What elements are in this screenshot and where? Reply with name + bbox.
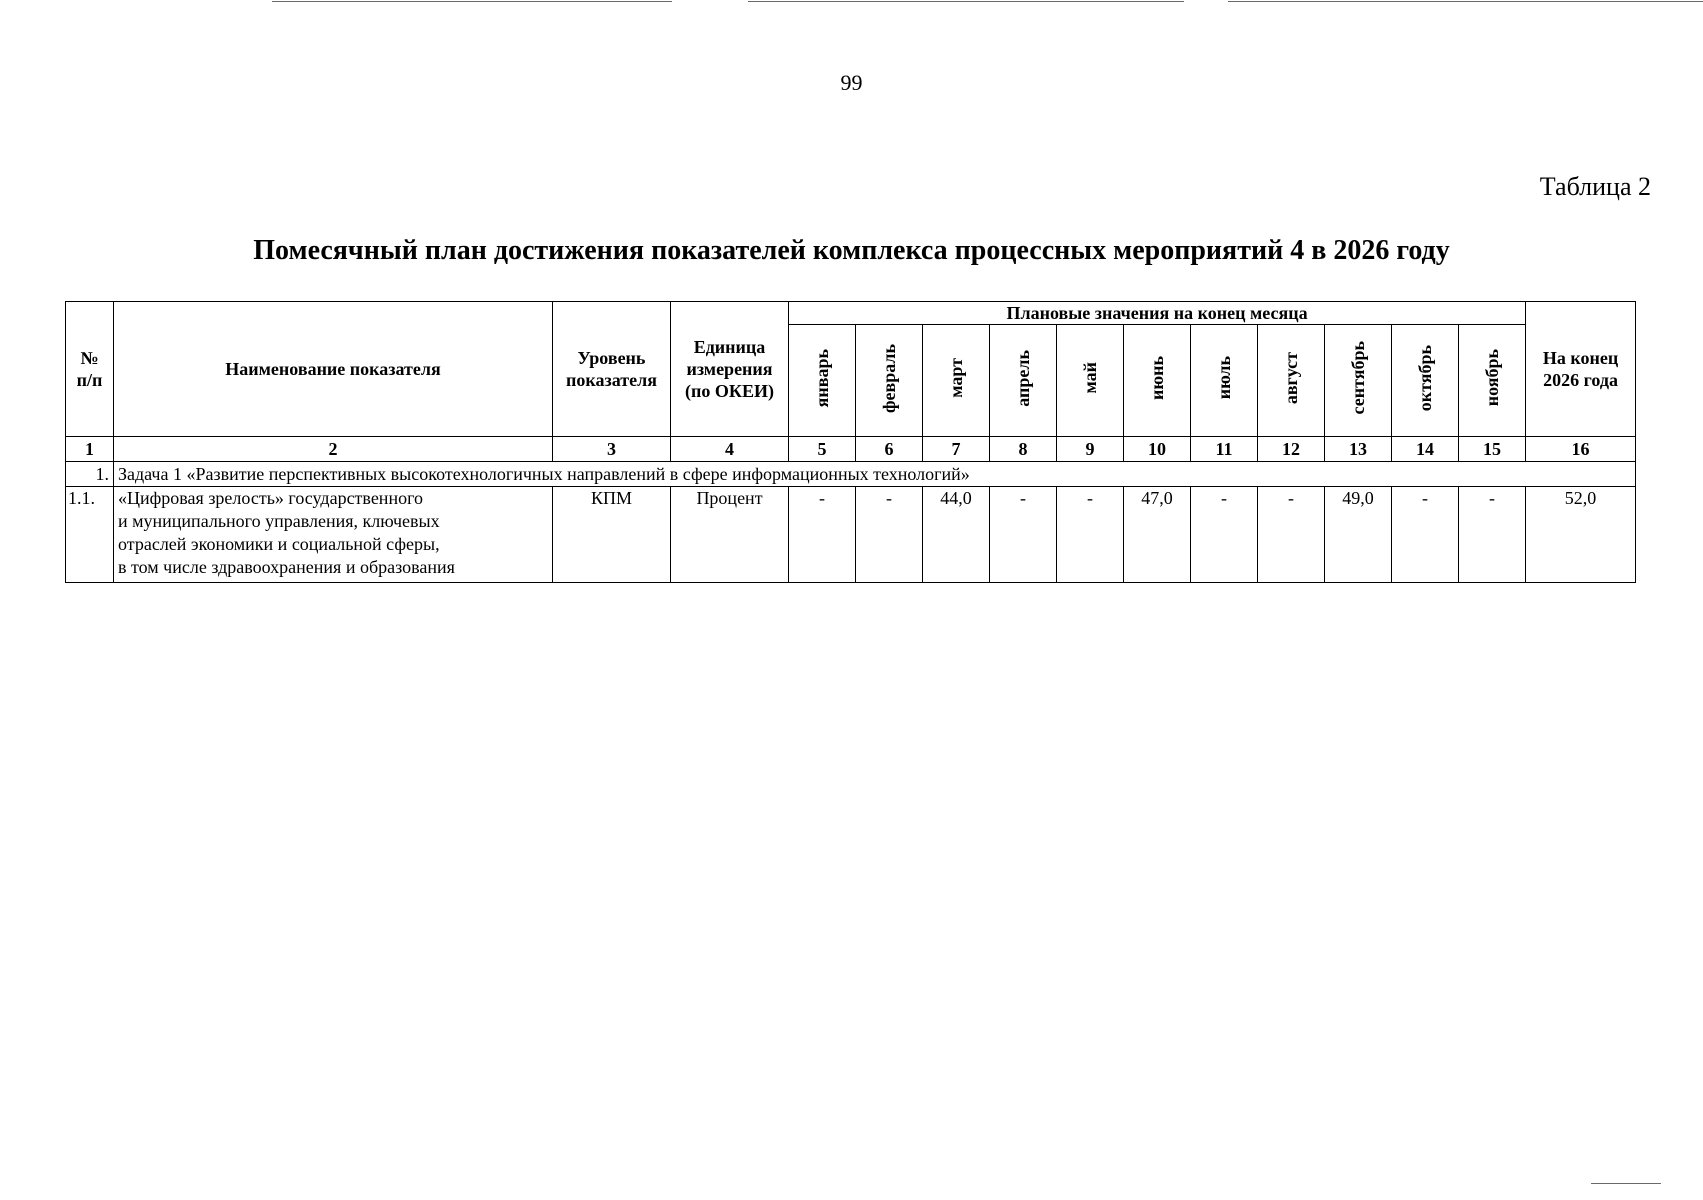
column-number: 11 [1191,437,1258,462]
header-month [1057,325,1124,437]
header-month [1258,325,1325,437]
header-month [1191,325,1258,437]
header-month [1459,325,1526,437]
scan-edge-line [1591,1183,1661,1184]
header-planned-group: Плановые значения на конец месяца [789,302,1526,325]
column-number: 4 [671,437,789,462]
month-value: - [1392,487,1459,583]
indicator-number: 1.1. [66,487,114,583]
month-label: август [1281,351,1301,405]
column-number: 5 [789,437,856,462]
page-number: 99 [840,70,863,95]
header-level: Уровень показателя [553,302,671,437]
header-month [1124,325,1191,437]
header-month [856,325,923,437]
column-number: 14 [1392,437,1459,462]
column-number: 7 [923,437,990,462]
column-number: 6 [856,437,923,462]
table-label: Таблица 2 [1539,172,1651,201]
month-label: ноябрь [1482,349,1503,407]
month-value: - [789,487,856,583]
column-number: 1 [66,437,114,462]
column-number: 3 [553,437,671,462]
month-label: февраль [879,343,899,413]
indicator-unit: Процент [671,487,789,583]
column-number: 16 [1526,437,1636,462]
header-row-top [66,302,1636,325]
scan-edge-line [1228,1,1703,2]
month-value: 49,0 [1325,487,1392,583]
header-month [990,325,1057,437]
end-of-year-value: 52,0 [1526,487,1636,583]
indicator-name: «Цифровая зрелость» государственного и муниципального управления, ключевых отраслей экономики и социальной сферы, в том числе здравоохранения и образования [114,487,553,583]
scan-edge-line [748,1,1184,2]
month-label: март [946,358,966,398]
table-title: Помесячный план достижения показателей комплекса процессных мероприятий 4 в 2026 году [253,235,1450,266]
header-name: Наименование показателя [114,302,553,437]
task-row [66,462,1636,487]
month-value: - [990,487,1057,583]
header-month [1325,325,1392,437]
month-label: июнь [1147,355,1167,400]
header-unit: Единица измерения (по ОКЕИ) [671,302,789,437]
month-value: - [1459,487,1526,583]
header-month [789,325,856,437]
month-value: - [1258,487,1325,583]
month-value: - [1057,487,1124,583]
column-number: 10 [1124,437,1191,462]
month-label: январь [812,348,832,408]
header-month [1392,325,1459,437]
header-end-of-year: На конец 2026 года [1526,302,1636,437]
indicator-table [65,301,1636,583]
column-number: 12 [1258,437,1325,462]
month-value: - [856,487,923,583]
month-label: июль [1214,356,1234,400]
task-text: Задача 1 «Развитие перспективных высокотехнологичных направлений в сфере информационных технологий» [114,462,1636,487]
month-value: - [1191,487,1258,583]
month-label: сентябрь [1348,341,1368,415]
column-number-row [66,437,1636,462]
indicator-level: КПМ [553,487,671,583]
column-number: 2 [114,437,553,462]
header-month [923,325,990,437]
header-num: № п/п [66,302,114,437]
task-number: 1. [66,462,114,487]
column-number: 13 [1325,437,1392,462]
column-number: 8 [990,437,1057,462]
indicator-row [66,487,1636,583]
month-value: 44,0 [923,487,990,583]
month-label: май [1080,362,1100,394]
scan-edge-line [272,1,672,2]
column-number: 9 [1057,437,1124,462]
month-value: 47,0 [1124,487,1191,583]
month-label: апрель [1013,349,1033,407]
month-label: октябрь [1415,344,1435,412]
column-number: 15 [1459,437,1526,462]
